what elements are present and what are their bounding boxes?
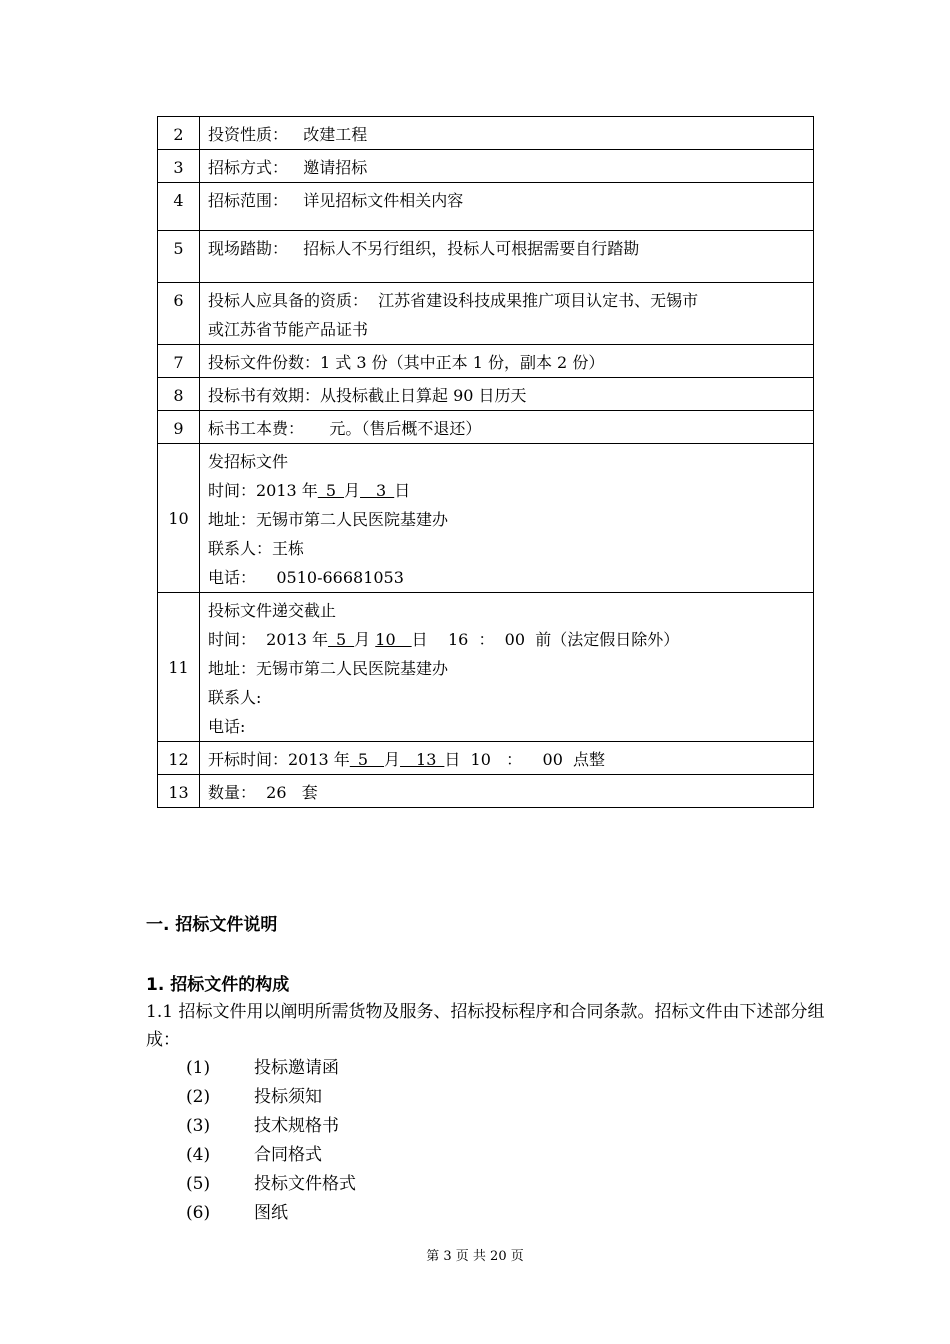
row-content: [200, 411, 814, 444]
row-text: 电话:: [208, 717, 246, 736]
list-item-text: 投标邀请函: [254, 1058, 339, 1078]
row-text: 现场踏勘： 招标人不另行组织，投标人可根据需要自行踏勘: [208, 239, 640, 258]
row-content: [200, 183, 814, 231]
row-line: [208, 745, 805, 774]
table-row: [158, 283, 814, 345]
row-content: [200, 378, 814, 411]
list-item-text: 投标文件格式: [254, 1174, 356, 1194]
bid-info-table: [157, 116, 814, 808]
row-text: 招标范围： 详见招标文件相关内容: [208, 191, 464, 210]
bid-info-table-body: [158, 117, 814, 808]
list-item-number: (5): [186, 1174, 211, 1194]
list-item-number: (3): [186, 1116, 211, 1136]
row-line: [208, 186, 805, 215]
row-content: [200, 444, 814, 593]
list-item-text: 图纸: [254, 1203, 288, 1223]
row-text: 投标文件份数：1 式 3 份（其中正本 1 份，副本 2 份）: [208, 353, 605, 372]
row-content: [200, 283, 814, 345]
list-item-number: (1): [186, 1058, 211, 1078]
row-line: [208, 286, 805, 315]
row-text: 地址：无锡市第二人民医院基建办: [208, 659, 449, 678]
row-content: [200, 117, 814, 150]
row-number: 8: [158, 378, 200, 411]
row-text: 或江苏省节能产品证书: [208, 320, 369, 339]
row-text: 地址：无锡市第二人民医院基建办: [208, 510, 449, 529]
row-number: 2: [158, 117, 200, 150]
list-item-number: (2): [186, 1087, 211, 1107]
row-text: 投标书有效期：从投标截止日算起 90 日历天: [208, 386, 527, 405]
row-number: 9: [158, 411, 200, 444]
list-item: [186, 1054, 356, 1083]
row-text: 日 10 ： 00 点整: [444, 750, 606, 769]
row-line: [208, 315, 805, 344]
row-text: 开标时间：2013 年: [208, 750, 350, 769]
table-row: [158, 117, 814, 150]
list-item: [186, 1112, 356, 1141]
list-item-text: 投标须知: [254, 1087, 322, 1107]
row-line: [208, 778, 805, 807]
row-number: 3: [158, 150, 200, 183]
filled-blank: 3: [360, 481, 395, 500]
row-text: 投资性质： 改建工程: [208, 125, 368, 144]
row-number: 11: [158, 593, 200, 742]
table-row: [158, 742, 814, 775]
row-line: [208, 625, 805, 654]
row-line: [208, 534, 805, 563]
row-content: [200, 231, 814, 283]
row-content: [200, 593, 814, 742]
row-line: [208, 234, 805, 263]
table-row: [158, 775, 814, 808]
row-line: [208, 476, 805, 505]
row-text: 电话： 0510-66681053: [208, 568, 404, 587]
row-line: [208, 563, 805, 592]
list-item-text: 技术规格书: [254, 1116, 339, 1136]
row-text: 发招标文件: [208, 452, 289, 471]
list-item-number: (4): [186, 1145, 211, 1165]
row-line: [208, 381, 805, 410]
row-line: [208, 505, 805, 534]
list-item: [186, 1199, 356, 1228]
row-line: [208, 447, 805, 476]
filled-blank: 10: [375, 630, 412, 649]
sub-title: 1. 招标文件的构成: [146, 975, 290, 995]
row-line: [208, 712, 805, 741]
row-number: 13: [158, 775, 200, 808]
row-content: [200, 150, 814, 183]
row-text: 标书工本费： 元。（售后概不退还）: [208, 419, 482, 438]
row-number: 4: [158, 183, 200, 231]
list-item-number: (6): [186, 1203, 211, 1223]
page-footer: 第 3 页 共 20 页: [426, 1249, 524, 1264]
composition-paragraph: 1.1 招标文件用以阐明所需货物及服务、招标投标程序和合同条款。招标文件由下述部分组成：: [146, 1002, 825, 1050]
row-content: [200, 345, 814, 378]
row-number: 12: [158, 742, 200, 775]
row-text: 月: [384, 750, 401, 769]
list-item: [186, 1141, 356, 1170]
table-row: [158, 150, 814, 183]
row-text: 时间： 2013 年: [208, 630, 328, 649]
table-row: [158, 345, 814, 378]
row-text: 投标文件递交截止: [208, 601, 337, 620]
list-item: [186, 1170, 356, 1199]
row-text: 月: [344, 481, 361, 500]
row-number: 7: [158, 345, 200, 378]
row-number: 5: [158, 231, 200, 283]
section-title: 一. 招标文件说明: [146, 915, 278, 935]
row-text: 数量： 26 套: [208, 783, 318, 802]
row-content: [200, 742, 814, 775]
row-text: 投标人应具备的资质： 江苏省建设科技成果推广项目认定书、无锡市: [208, 291, 699, 310]
row-text: 联系人:: [208, 688, 262, 707]
row-text: 时间：2013 年: [208, 481, 318, 500]
filled-blank: 13: [400, 750, 445, 769]
document-parts-list: [186, 1054, 356, 1228]
table-row: [158, 183, 814, 231]
row-number: 6: [158, 283, 200, 345]
row-line: [208, 654, 805, 683]
row-line: [208, 683, 805, 712]
row-line: [208, 153, 805, 182]
table-row: [158, 231, 814, 283]
row-line: [208, 120, 805, 149]
row-line: [208, 414, 805, 443]
table-row: [158, 411, 814, 444]
row-text: 月: [354, 630, 376, 649]
row-number: 10: [158, 444, 200, 593]
row-text: 日: [394, 481, 411, 500]
table-row: [158, 378, 814, 411]
row-text: 日 16 ： 00 前（法定假日除外）: [411, 630, 680, 649]
row-line: [208, 596, 805, 625]
row-content: [200, 775, 814, 808]
row-text: 招标方式： 邀请招标: [208, 158, 368, 177]
filled-blank: 5: [317, 481, 344, 500]
list-item: [186, 1083, 356, 1112]
list-item-text: 合同格式: [254, 1145, 322, 1165]
row-text: 联系人：王栋: [208, 539, 305, 558]
table-row: [158, 593, 814, 742]
filled-blank: 5: [349, 750, 384, 769]
table-row: [158, 444, 814, 593]
filled-blank: 5: [327, 630, 355, 649]
row-line: [208, 348, 805, 377]
